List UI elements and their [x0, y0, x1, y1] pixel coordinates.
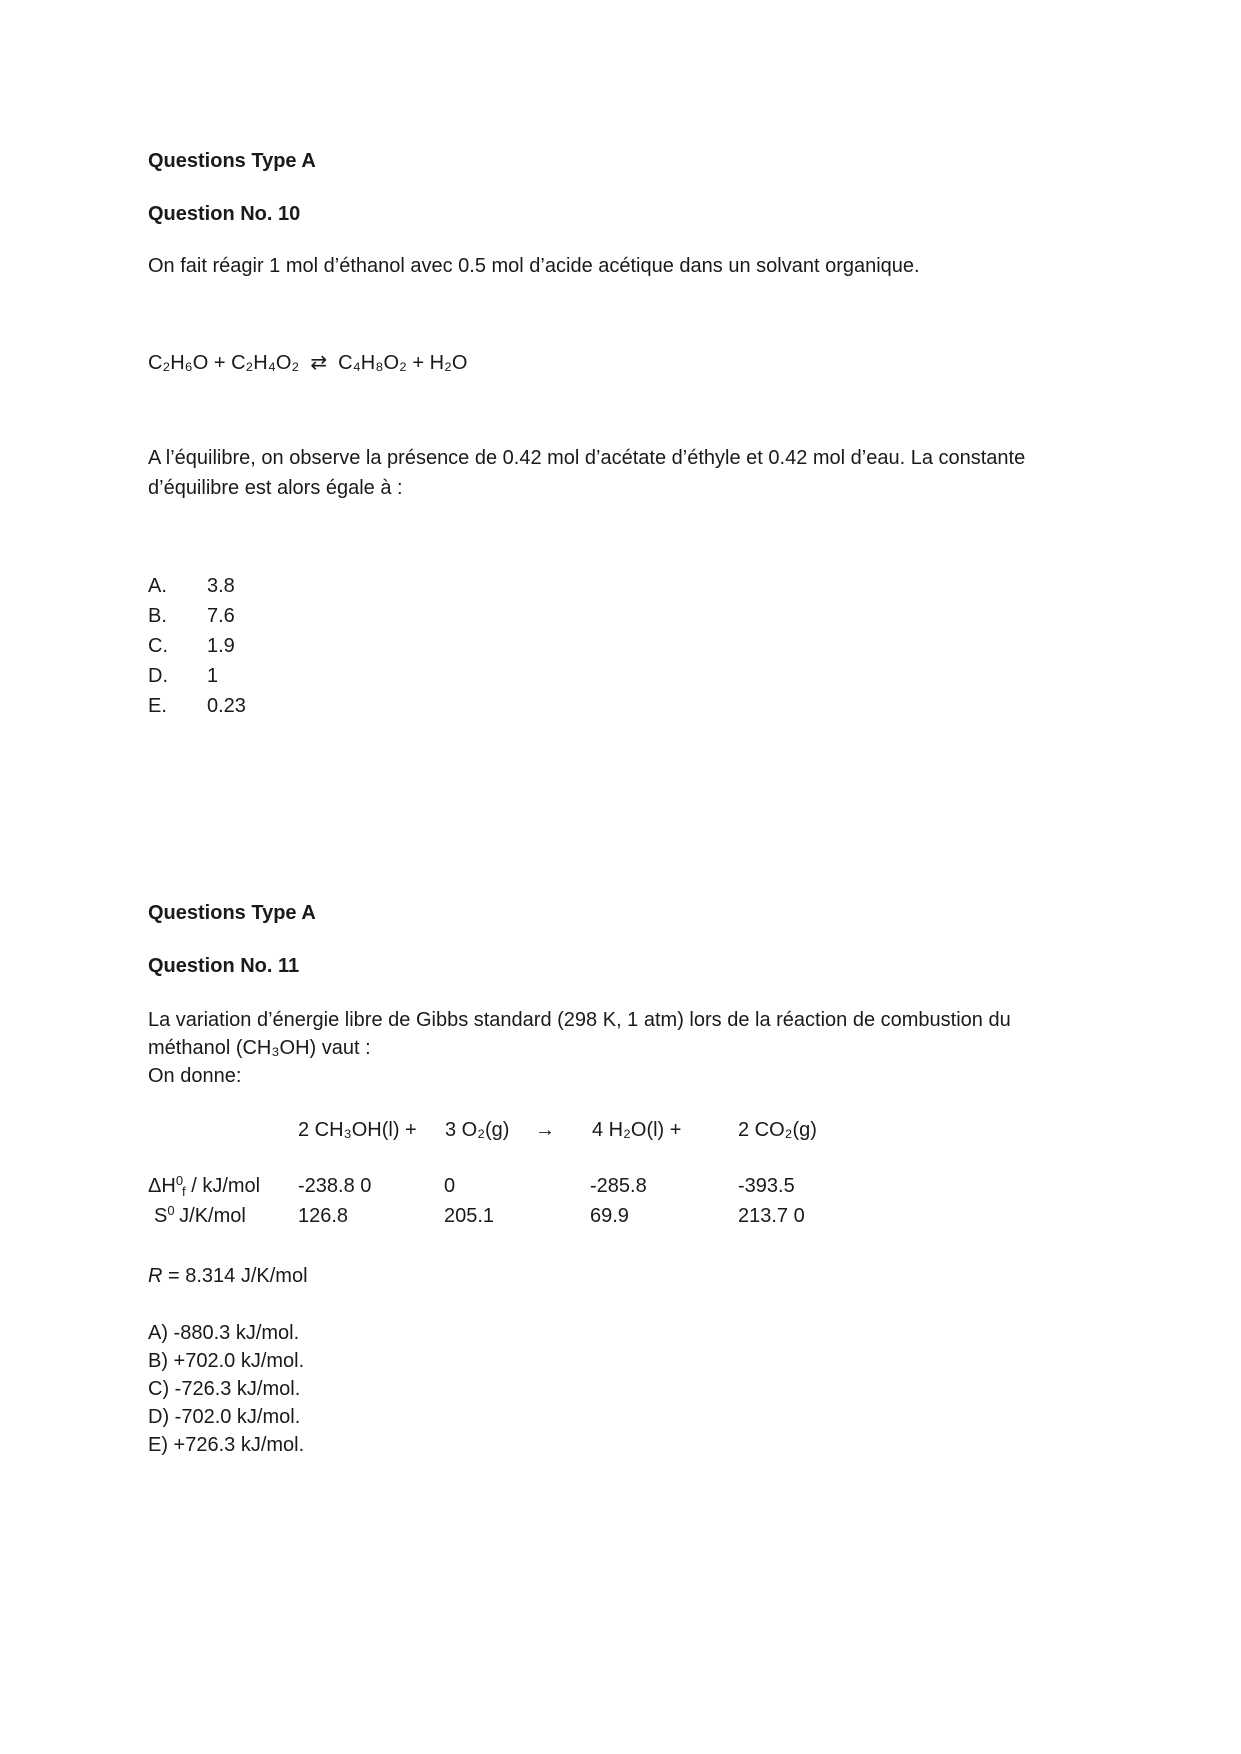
option-letter: C.: [148, 635, 168, 657]
option-value: 0.23: [207, 695, 246, 717]
question-heading: Question No. 10: [148, 203, 301, 225]
table-value: 0: [444, 1175, 456, 1197]
gas-constant-line: [148, 1262, 308, 1290]
table-value: 213.7 0: [738, 1205, 805, 1227]
row-label-enthalpy: $\Delta H^0_f / kJ/mol$: [148, 1173, 261, 1199]
option-value: 1.9: [207, 635, 235, 657]
table-value: -393.5: [738, 1175, 795, 1197]
option-letter: E.: [148, 695, 167, 717]
option-row: B) +702.0 kJ/mol.: [148, 1350, 305, 1372]
question-intro-line: La variation d’énergie libre de Gibbs standard (298 K, 1 atm) lors de la réaction de combustion du: [148, 1009, 1011, 1031]
option-letter: B.: [148, 605, 167, 627]
constant-value: = 8.314 J/K/mol: [162, 1265, 308, 1287]
option-value: 1: [207, 665, 219, 687]
option-row: A) -880.3 kJ/mol.: [148, 1322, 300, 1344]
option-row: C) -726.3 kJ/mol.: [148, 1378, 301, 1400]
superscript: 0: [167, 1203, 175, 1218]
option-row: E) +726.3 kJ/mol.: [148, 1434, 305, 1456]
statement-line: A l’équilibre, on observe la présence de 0.42 mol d’acétate d’éthyle et 0.42 mol d’eau. La constante: [148, 447, 1026, 469]
constant-symbol: R: [148, 1265, 163, 1287]
option-letter: D.: [148, 665, 168, 687]
chemical-equation: C₂H₆O + C₂H₄O₂ ⇄ C₄H₈O₂ + H₂O: [148, 352, 468, 374]
section-heading: Questions Type A: [148, 150, 316, 172]
option-row: [148, 632, 235, 660]
reaction-reactant: 3 O₂(g): [445, 1119, 510, 1141]
reaction-product: 2 CO₂(g): [738, 1119, 817, 1141]
reaction-product: 4 H₂O(l) +: [592, 1119, 682, 1141]
option-row: [148, 662, 218, 690]
option-letter: A.: [148, 575, 167, 597]
question-intro: On fait réagir 1 mol d’éthanol avec 0.5 mol d’acide acétique dans un solvant organique.: [148, 255, 920, 277]
option-value: 3.8: [207, 575, 235, 597]
table-value: -285.8: [590, 1175, 647, 1197]
subscript: f: [182, 1184, 186, 1199]
statement-line: d’équilibre est alors égale à :: [148, 477, 403, 499]
table-value: -238.8 0: [298, 1175, 372, 1197]
section-heading: Questions Type A: [148, 902, 316, 924]
table-value: 205.1: [444, 1205, 495, 1227]
question-heading: Question No. 11: [148, 955, 300, 977]
question-intro-line: On donne:: [148, 1065, 242, 1087]
question-intro-line: méthanol (CH₃OH) vaut :: [148, 1037, 371, 1059]
superscript: 0: [175, 1173, 184, 1188]
reaction-reactant: 2 CH₃OH(l) +: [298, 1119, 417, 1141]
row-label-entropy: $S^0$ J/K/mol: [154, 1203, 246, 1227]
option-row: D) -702.0 kJ/mol.: [148, 1406, 301, 1428]
option-row: [148, 602, 235, 630]
option-row: [148, 572, 235, 600]
table-value: 126.8: [298, 1205, 349, 1227]
table-value: 69.9: [590, 1205, 629, 1227]
option-row: [148, 692, 246, 720]
reaction-arrow: →: [535, 1119, 555, 1141]
option-value: 7.6: [207, 605, 235, 627]
